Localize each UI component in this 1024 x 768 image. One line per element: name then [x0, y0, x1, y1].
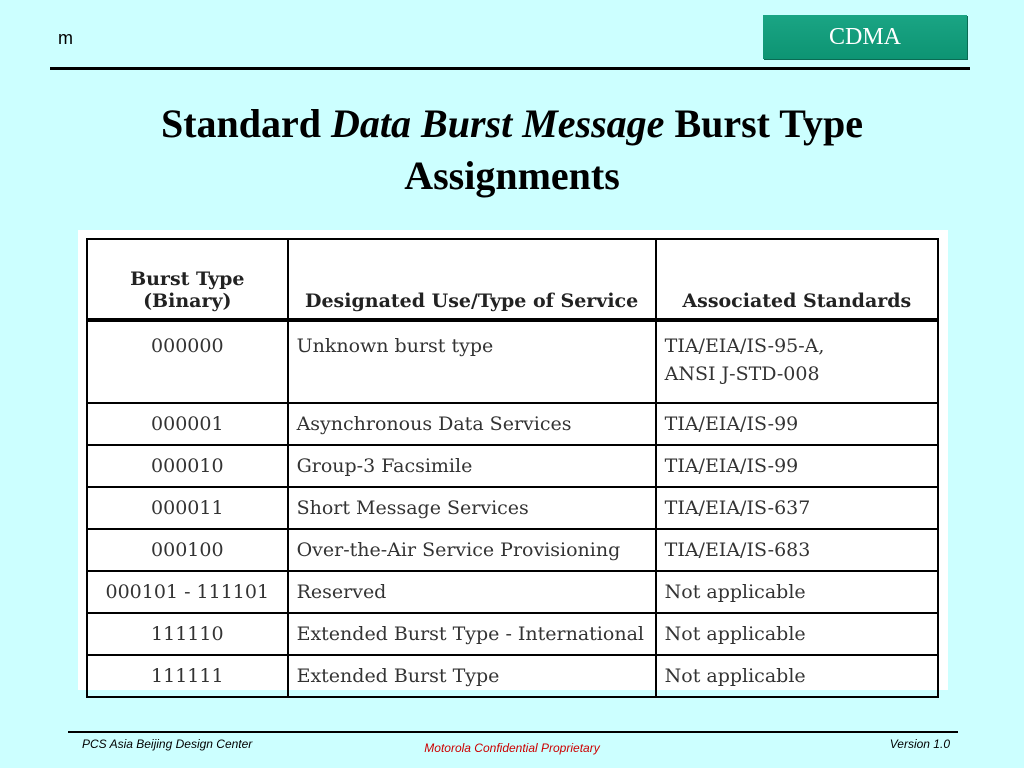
cell-standard: TIA/EIA/IS-99: [656, 445, 938, 487]
cell-use: Asynchronous Data Services: [288, 403, 656, 445]
cell-standard: Not applicable: [656, 655, 938, 697]
burst-type-table: [86, 238, 939, 698]
title-line-2: Assignments: [404, 153, 620, 198]
header-burst-type-line1: Burst Type: [130, 268, 245, 290]
cell-use: Unknown burst type: [288, 320, 656, 403]
header-divider: [50, 67, 970, 70]
cell-standard: TIA/EIA/IS-637: [656, 487, 938, 529]
cell-standard: Not applicable: [656, 613, 938, 655]
table-row: [87, 529, 938, 571]
footer-version-text: Version 1.0: [889, 737, 950, 751]
cell-binary: 000101 - 111101: [87, 571, 288, 613]
cell-binary: 000011: [87, 487, 288, 529]
cell-use: Extended Burst Type - International: [288, 613, 656, 655]
cell-use: Group-3 Facsimile: [288, 445, 656, 487]
table-row: [87, 487, 938, 529]
table-panel: [78, 230, 948, 690]
header-burst-type: [87, 239, 288, 320]
header-burst-type-line2: (Binary): [143, 290, 232, 312]
cdma-badge: CDMA: [763, 15, 967, 59]
table-row: [87, 403, 938, 445]
cell-binary: 000010: [87, 445, 288, 487]
cell-binary: 111111: [87, 655, 288, 697]
header-associated-standards: Associated Standards: [656, 239, 938, 320]
cell-standard: [656, 320, 938, 403]
cell-standard: Not applicable: [656, 571, 938, 613]
footer-left-text: PCS Asia Beijing Design Center: [82, 737, 253, 751]
table-row: [87, 613, 938, 655]
table-row: [87, 655, 938, 697]
table-row: [87, 320, 938, 403]
cell-standard: TIA/EIA/IS-99: [656, 403, 938, 445]
cell-binary: 111110: [87, 613, 288, 655]
cell-binary: 000000: [87, 320, 288, 403]
footer-divider: [68, 731, 958, 733]
title-part-3: Burst Type: [664, 101, 863, 146]
table-header-row: [87, 239, 938, 320]
table-row: [87, 571, 938, 613]
cell-use: Reserved: [288, 571, 656, 613]
title-part-1: Standard: [160, 101, 332, 146]
cell-use: Short Message Services: [288, 487, 656, 529]
cell-use: Extended Burst Type: [288, 655, 656, 697]
cell-binary: 000001: [87, 403, 288, 445]
title-part-2: Data Burst Message: [331, 101, 665, 146]
slide-title: [0, 98, 1024, 202]
company-logo: m: [58, 28, 73, 48]
cell-binary: 000100: [87, 529, 288, 571]
cell-use: Over-the-Air Service Provisioning: [288, 529, 656, 571]
cell-standard: TIA/EIA/IS-683: [656, 529, 938, 571]
cell-standard-line2: ANSI J-STD-008: [664, 363, 820, 385]
cell-standard-line1: TIA/EIA/IS-95-A,: [664, 335, 825, 357]
footer-confidential-text: Motorola Confidential Proprietary: [424, 741, 600, 755]
table-row: [87, 445, 938, 487]
header-designated-use: Designated Use/Type of Service: [288, 239, 656, 320]
